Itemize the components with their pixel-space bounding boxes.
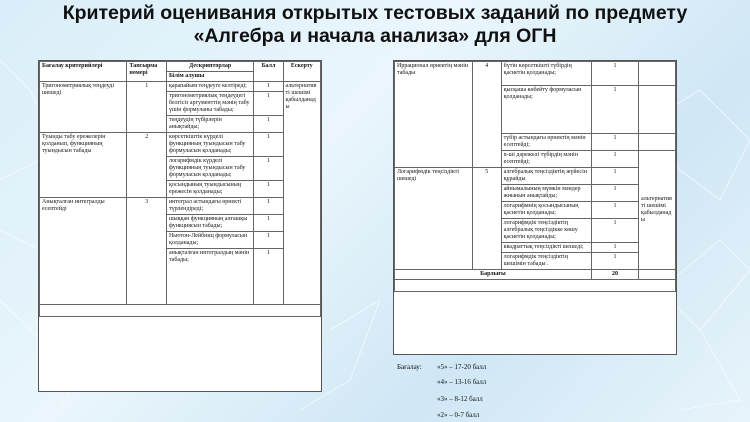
score-cell: 1: [254, 116, 283, 133]
score-cell: 1: [254, 249, 283, 305]
right-criteria-table: [394, 61, 676, 292]
title-line-2: «Алгебра и начала анализа» для ОГН: [193, 25, 557, 47]
header-criteria: Бағалау критерийлері: [40, 62, 127, 82]
left-criteria-sheet: [38, 60, 322, 392]
criterion-cell: Логарифмдік теңсіздікті шешеді: [395, 168, 473, 270]
score-cell: 1: [591, 134, 638, 151]
score-cell: 1: [591, 219, 638, 243]
descriptor-cell: түбір астындағы өрнектің мәнін есептейді;: [501, 134, 591, 151]
task-number-cell: 1: [127, 82, 167, 133]
descriptor-cell: алгебралық теңсіздіктің жүйесін құрайды: [501, 168, 591, 185]
empty-cell: [395, 280, 676, 292]
grade-row: «4» – 13-16 балл: [437, 378, 487, 386]
grade-row: «2» – 0-7 балл: [437, 411, 480, 419]
descriptor-cell: айнымалының мүмкін мәндер жиынын анықтайды;: [501, 185, 591, 202]
descriptor-cell: логарифмдік теңсіздіктің алгебралық теңсіздікке көшу қасиетін қолданады;: [501, 219, 591, 243]
header-score: Балл: [254, 62, 283, 82]
score-cell: 1: [254, 215, 283, 232]
empty-cell: [639, 62, 676, 86]
score-cell: 1: [254, 232, 283, 249]
score-cell: 1: [591, 185, 638, 202]
criterion-cell: Туынды табу ережелерін қолданып, функцияның туындысын табады: [40, 133, 127, 198]
criterion-cell: Тригонометриялық теңдеуді шешеді: [40, 82, 127, 133]
descriptor-cell: логарифмдік күрделі функцияның туындысын табу формуласын қолданады;: [166, 157, 253, 181]
descriptor-cell: көрсеткіштік күрделі функцияның туындысын табу формуласын қолданады;: [166, 133, 253, 157]
total-label: Барлығы: [395, 270, 592, 280]
descriptor-cell: шыққан функцияның алғашқы функциясын табады;: [166, 215, 253, 232]
empty-row: [395, 280, 676, 292]
score-cell: 1: [254, 181, 283, 198]
header-descriptors: Дескрипторлар: [166, 62, 253, 72]
total-value: 20: [591, 270, 638, 280]
task-number-cell: 5: [472, 168, 501, 270]
total-row: [395, 270, 676, 280]
table-row: [395, 168, 676, 185]
note-cell: альтернативті шешімі қабылданады: [283, 82, 320, 305]
score-cell: 1: [591, 151, 638, 168]
descriptor-cell: анықталған интегралдың мәнін табады;: [166, 249, 253, 305]
grading-label: Бағалау:: [397, 363, 422, 371]
descriptor-cell: теңдеудің түбірлерін анықтайды;: [166, 116, 253, 133]
table-row: [40, 133, 321, 157]
title-line-1: Критерий оценивания открытых тестовых заданий по предмету: [62, 2, 688, 24]
descriptor-cell: бүтін көрсеткішті түбірдің қасиетін қолданады;: [501, 62, 591, 86]
header-note: Ескерту: [283, 62, 320, 82]
score-cell: 1: [591, 86, 638, 134]
descriptor-cell: n-ші дәрежелі түбірдің мәнін есептейді;: [501, 151, 591, 168]
task-number-cell: 3: [127, 198, 167, 305]
page-title: [0, 2, 750, 48]
descriptor-cell: интеграл астындағы өрнекті түрлендіреді;: [166, 198, 253, 215]
empty-cell: [639, 134, 676, 151]
task-number-cell: 2: [127, 133, 167, 198]
score-cell: 1: [591, 62, 638, 86]
grade-row: «3» – 8-12 балл: [437, 395, 483, 403]
score-cell: 1: [254, 92, 283, 116]
note-cell: альтернативті шешімі қабылданады: [639, 151, 676, 270]
descriptor-cell: Ньютон-Лейбниц формуласын қолданады;: [166, 232, 253, 249]
right-criteria-sheet: [393, 60, 677, 355]
descriptor-cell: логарифмдік теңсіздіктің шешімін табады .: [501, 253, 591, 270]
grade-row: «5» – 17-20 балл: [437, 363, 487, 371]
criterion-cell: Анықталған интегралды есептейді: [40, 198, 127, 305]
table-row: [40, 82, 321, 92]
task-number-cell: 4: [472, 62, 501, 168]
descriptor-cell: логарифмнің қосындысының қасиетін қолданады;: [501, 202, 591, 219]
score-cell: 1: [591, 202, 638, 219]
left-criteria-table: [39, 61, 321, 317]
empty-cell: [639, 86, 676, 134]
header-row: [40, 62, 321, 72]
score-cell: 1: [591, 168, 638, 185]
criterion-cell: Иррационал өрнектің мәнін табады: [395, 62, 473, 168]
score-cell: 1: [591, 243, 638, 253]
descriptor-cell: қосындының туындысының ережесін қолданады;: [166, 181, 253, 198]
empty-cell: [639, 270, 676, 280]
score-cell: 1: [254, 82, 283, 92]
header-student: Білім алушы: [166, 72, 253, 82]
score-cell: 1: [254, 157, 283, 181]
descriptor-cell: квадраттық теңсіздікті шешеді;: [501, 243, 591, 253]
empty-row: [40, 305, 321, 317]
table-row: [395, 62, 676, 86]
descriptor-cell: тригонометриялық теңдеудегі белгісіз аргументтің мәнің табу үшін формуланы табады;: [166, 92, 253, 116]
empty-cell: [40, 305, 321, 317]
table-row: [40, 198, 321, 215]
header-task-no: Тапсырма номері: [127, 62, 167, 82]
score-cell: 1: [254, 133, 283, 157]
descriptor-cell: қарапайым теңдеуге келтіреді;: [166, 82, 253, 92]
score-cell: 1: [254, 198, 283, 215]
score-cell: 1: [591, 253, 638, 270]
descriptor-cell: қысқаша көбейту формуласын қолданады;: [501, 86, 591, 134]
